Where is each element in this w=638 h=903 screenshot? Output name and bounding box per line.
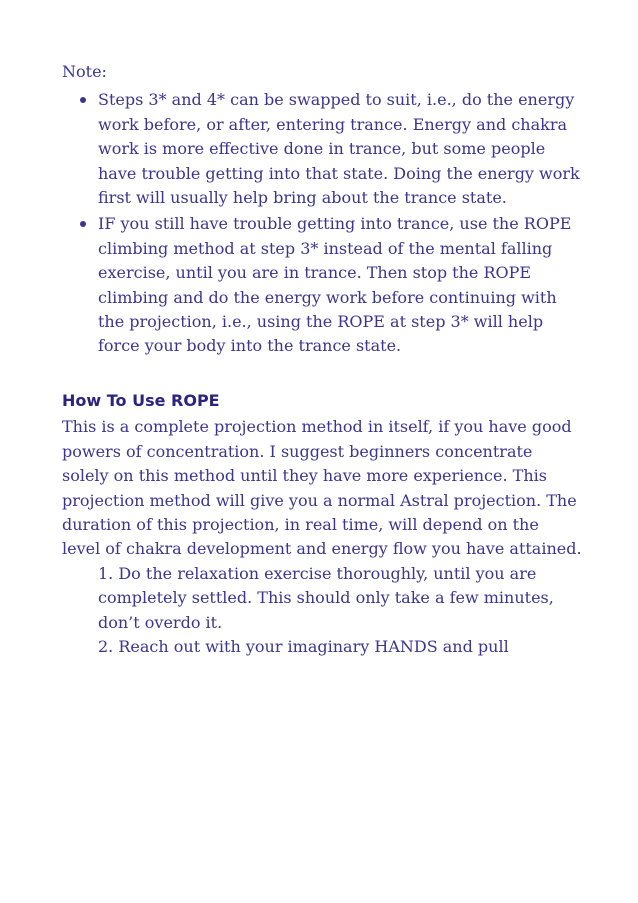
section-heading: How To Use ROPE — [62, 390, 220, 410]
section-paragraph: This is a complete projection method in itself, if you have good powers of concentration. I suggest beginners concentrate solely on this method until they have more experience. This projection method will give you a normal Astral projection. The duration of this projection, in real time, will depend on the level of chakra development and energy flow you have attained. — [62, 417, 582, 559]
step-2: 2. Reach out with your imaginary HANDS and pull — [98, 636, 509, 656]
document-page — [62, 60, 582, 659]
note-bullet-2: IF you still have trouble getting into trance, use the ROPE climbing method at step 3* instead of the mental falling exercise, until you are in trance. Then stop the ROPE climbing and do the energy work before continuing with the projection, i.e., using the ROPE at step 3* will help force your body into the trance state. — [62, 212, 582, 358]
note-bullet-list — [62, 88, 582, 358]
note-bullet-1: Steps 3* and 4* can be swapped to suit, i.e., do the energy work before, or after, entering trance. Energy and chakra work is more effective done in trance, but some people have trouble getting into that state. Doing the energy work first will usually help bring about the trance state. — [62, 88, 582, 210]
note-label: Note: — [62, 62, 107, 81]
step-1: 1. Do the relaxation exercise thoroughly, until you are completely settled. This should only take a few minutes, don’t overdo it. — [98, 563, 554, 632]
steps-list — [62, 562, 582, 660]
